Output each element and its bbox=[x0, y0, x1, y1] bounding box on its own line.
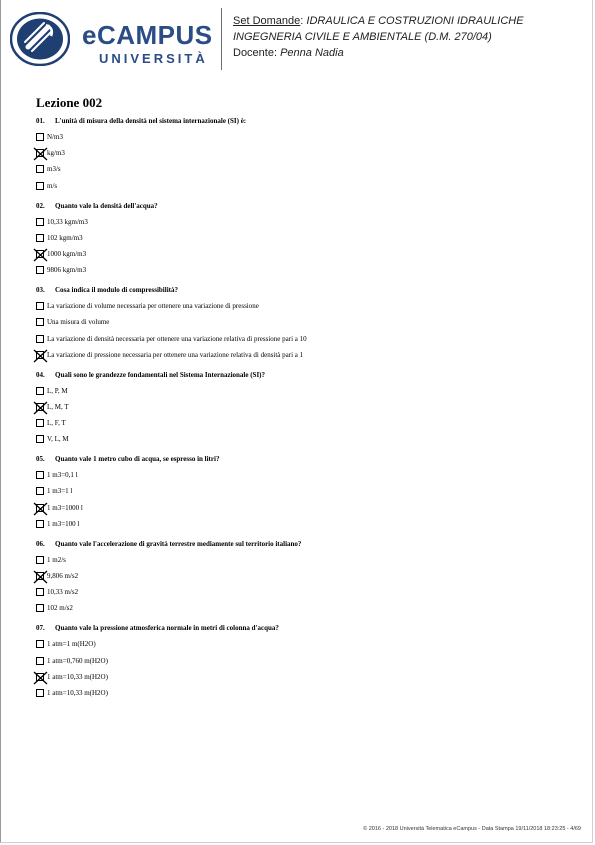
cross-mark-icon bbox=[33, 248, 48, 262]
lesson-title: Lezione 002 bbox=[36, 95, 103, 110]
question-text bbox=[36, 371, 576, 380]
cross-mark-icon bbox=[33, 502, 48, 516]
answer-option[interactable] bbox=[36, 403, 576, 412]
answer-option[interactable] bbox=[36, 318, 576, 327]
checkbox[interactable] bbox=[36, 318, 44, 326]
answer-label: 1 atm=10,33 m(H2O) bbox=[47, 672, 108, 681]
cross-mark-icon bbox=[33, 401, 48, 415]
answer-label: L, P, M bbox=[47, 386, 68, 395]
question-text bbox=[36, 286, 576, 295]
checkbox[interactable] bbox=[36, 588, 44, 596]
cross-mark-icon bbox=[33, 349, 48, 363]
question-item bbox=[36, 455, 576, 529]
answer-option[interactable] bbox=[36, 689, 576, 698]
checked-checkbox[interactable] bbox=[36, 149, 44, 157]
checkbox[interactable] bbox=[36, 689, 44, 697]
answer-option[interactable] bbox=[36, 673, 576, 682]
answer-label: N/m3 bbox=[47, 133, 63, 141]
answer-option[interactable] bbox=[36, 588, 576, 597]
answer-label: La variazione di pressione necessaria per ottenere una variazione relativa di densità pari a 1 bbox=[47, 350, 304, 359]
answer-option[interactable] bbox=[36, 657, 576, 666]
logo-subtitle: UNIVERSITÀ bbox=[99, 51, 208, 66]
checkbox[interactable] bbox=[36, 335, 44, 343]
question-label: L'unità di misura della densità nel sistema internazionale (SI) è: bbox=[55, 117, 247, 125]
question-label: Quanto vale 1 metro cubo di acqua, se espresso in litri? bbox=[55, 455, 220, 464]
set-value: IDRAULICA E COSTRUZIONI IDRAULICHE INGEGNERIA CIVILE E AMBIENTALE (D.M. 270/04) bbox=[233, 15, 524, 43]
answer-option[interactable] bbox=[36, 504, 576, 513]
answer-option[interactable] bbox=[36, 266, 576, 275]
answer-option[interactable] bbox=[36, 250, 576, 259]
set-label: Set Domande bbox=[233, 15, 301, 27]
answer-option[interactable] bbox=[36, 572, 576, 581]
answer-option[interactable] bbox=[36, 351, 576, 360]
question-item bbox=[36, 117, 576, 191]
question-item bbox=[36, 624, 576, 698]
answer-label: V, L, M bbox=[47, 435, 69, 444]
answer-label: 1 m3=100 l bbox=[47, 519, 80, 528]
answer-label: L, M, T bbox=[47, 402, 69, 411]
answer-label: Una misura di volume bbox=[47, 318, 110, 327]
docente-label: Docente: bbox=[233, 47, 278, 59]
answer-option[interactable] bbox=[36, 387, 576, 396]
question-label: Quanto vale la pressione atmosferica normale in metri di colonna d'acqua? bbox=[55, 624, 279, 633]
answer-option[interactable] bbox=[36, 218, 576, 227]
checked-checkbox[interactable] bbox=[36, 351, 44, 359]
docente-value: Penna Nadia bbox=[280, 47, 344, 59]
question-number: 02. bbox=[36, 201, 45, 210]
answer-label: 1 m2/s bbox=[47, 555, 66, 564]
answer-option[interactable] bbox=[36, 302, 576, 311]
answer-label: La variazione di densità necessaria per ottenere una variazione relativa di pressione pari a 10 bbox=[47, 334, 307, 343]
checked-checkbox[interactable] bbox=[36, 572, 44, 580]
answer-option[interactable] bbox=[36, 234, 576, 243]
question-label: Quanto vale la densità dell'acqua? bbox=[55, 201, 158, 210]
header-divider bbox=[221, 8, 222, 70]
checkbox[interactable] bbox=[36, 657, 44, 665]
answer-label: 102 m/s2 bbox=[47, 604, 73, 613]
question-item bbox=[36, 540, 576, 614]
checkbox[interactable] bbox=[36, 435, 44, 443]
checkbox[interactable] bbox=[36, 556, 44, 564]
answer-label: 1 m3=1000 l bbox=[47, 503, 83, 512]
question-text bbox=[36, 455, 576, 464]
answer-option[interactable] bbox=[36, 556, 576, 565]
question-number: 06. bbox=[36, 539, 45, 548]
cross-mark-icon bbox=[33, 147, 48, 161]
question-number: 03. bbox=[36, 286, 45, 295]
checkbox[interactable] bbox=[36, 302, 44, 310]
question-item bbox=[36, 286, 576, 360]
page-header bbox=[0, 0, 595, 80]
question-label: Quanto vale l'accelerazione di gravità terrestre mediamente sul territorio italiano? bbox=[55, 539, 302, 548]
answer-option[interactable] bbox=[36, 520, 576, 529]
checkbox[interactable] bbox=[36, 471, 44, 479]
answer-option[interactable] bbox=[36, 487, 576, 496]
checked-checkbox[interactable] bbox=[36, 250, 44, 258]
answer-label: 1 m3=1 l bbox=[47, 487, 73, 496]
answer-label: 1 atm=10,33 m(H2O) bbox=[47, 688, 108, 697]
logo-wordmark: eCAMPUS bbox=[82, 20, 213, 50]
question-number: 04. bbox=[36, 370, 45, 379]
page-footer: © 2016 - 2018 Università Telematica eCampus - Data Stampa 19/11/2018 18:23:25 - 4/69 bbox=[363, 826, 581, 832]
checkbox[interactable] bbox=[36, 165, 44, 173]
question-label: Cosa indica il modulo di compressibilità? bbox=[55, 286, 178, 295]
cross-mark-icon bbox=[33, 671, 48, 685]
course-info: Set Domande: IDRAULICA E COSTRUZIONI IDRAULICHE INGEGNERIA CIVILE E AMBIENTALE (D.M. 270/04) Docente: Penna Nadia bbox=[233, 15, 524, 59]
answer-label: 1 atm=0,760 m(H2O) bbox=[47, 656, 108, 665]
question-label: Quali sono le grandezze fondamentali nel Sistema Internazionale (SI)? bbox=[55, 370, 265, 379]
checkbox[interactable] bbox=[36, 387, 44, 395]
answer-option[interactable] bbox=[36, 604, 576, 613]
answer-label: La variazione di volume necessaria per ottenere una variazione di pressione bbox=[47, 302, 259, 311]
answer-label: 9,806 m/s2 bbox=[47, 572, 79, 580]
answer-option[interactable] bbox=[36, 335, 576, 344]
checkbox[interactable] bbox=[36, 419, 44, 427]
answer-option[interactable] bbox=[36, 165, 576, 174]
question-item bbox=[36, 371, 576, 445]
answer-option[interactable] bbox=[36, 419, 576, 428]
answer-label: kg/m3 bbox=[47, 149, 65, 158]
question-text bbox=[36, 540, 576, 549]
question-number: 01. bbox=[36, 117, 45, 125]
answer-label: 1000 kgm/m3 bbox=[47, 249, 87, 258]
ecampus-logo-emblem bbox=[10, 12, 70, 66]
checkbox[interactable] bbox=[36, 182, 44, 190]
answer-option[interactable] bbox=[36, 149, 576, 158]
question-item bbox=[36, 202, 576, 276]
answer-label: 1 m3=0,1 l bbox=[47, 471, 78, 480]
checked-checkbox[interactable] bbox=[36, 403, 44, 411]
checkbox[interactable] bbox=[36, 218, 44, 226]
question-text bbox=[36, 117, 576, 126]
checked-checkbox[interactable] bbox=[36, 504, 44, 512]
question-list bbox=[36, 117, 576, 709]
answer-option[interactable] bbox=[36, 640, 576, 649]
answer-label: m/s bbox=[47, 181, 58, 190]
checkbox[interactable] bbox=[36, 604, 44, 612]
checkbox[interactable] bbox=[36, 234, 44, 242]
checked-checkbox[interactable] bbox=[36, 673, 44, 681]
question-text bbox=[36, 202, 576, 211]
cross-mark-icon bbox=[33, 570, 48, 584]
answer-label: 10,33 kgm/m3 bbox=[47, 217, 88, 226]
checkbox[interactable] bbox=[36, 487, 44, 495]
answer-label: 9806 kgm/m3 bbox=[47, 266, 87, 275]
checkbox[interactable] bbox=[36, 640, 44, 648]
answer-option[interactable] bbox=[36, 182, 576, 191]
answer-option[interactable] bbox=[36, 435, 576, 444]
checkbox[interactable] bbox=[36, 133, 44, 141]
checkbox[interactable] bbox=[36, 266, 44, 274]
question-number: 07. bbox=[36, 624, 45, 633]
answer-label: 1 atm=1 m(H2O) bbox=[47, 640, 96, 649]
answer-option[interactable] bbox=[36, 133, 576, 142]
question-number: 05. bbox=[36, 455, 45, 464]
answer-option[interactable] bbox=[36, 471, 576, 480]
checkbox[interactable] bbox=[36, 520, 44, 528]
answer-label: 10,33 m/s2 bbox=[47, 588, 79, 597]
answer-label: m3/s bbox=[47, 165, 61, 174]
answer-label: L, F, T bbox=[47, 419, 66, 428]
question-text bbox=[36, 624, 576, 633]
answer-label: 102 kgm/m3 bbox=[47, 233, 83, 242]
